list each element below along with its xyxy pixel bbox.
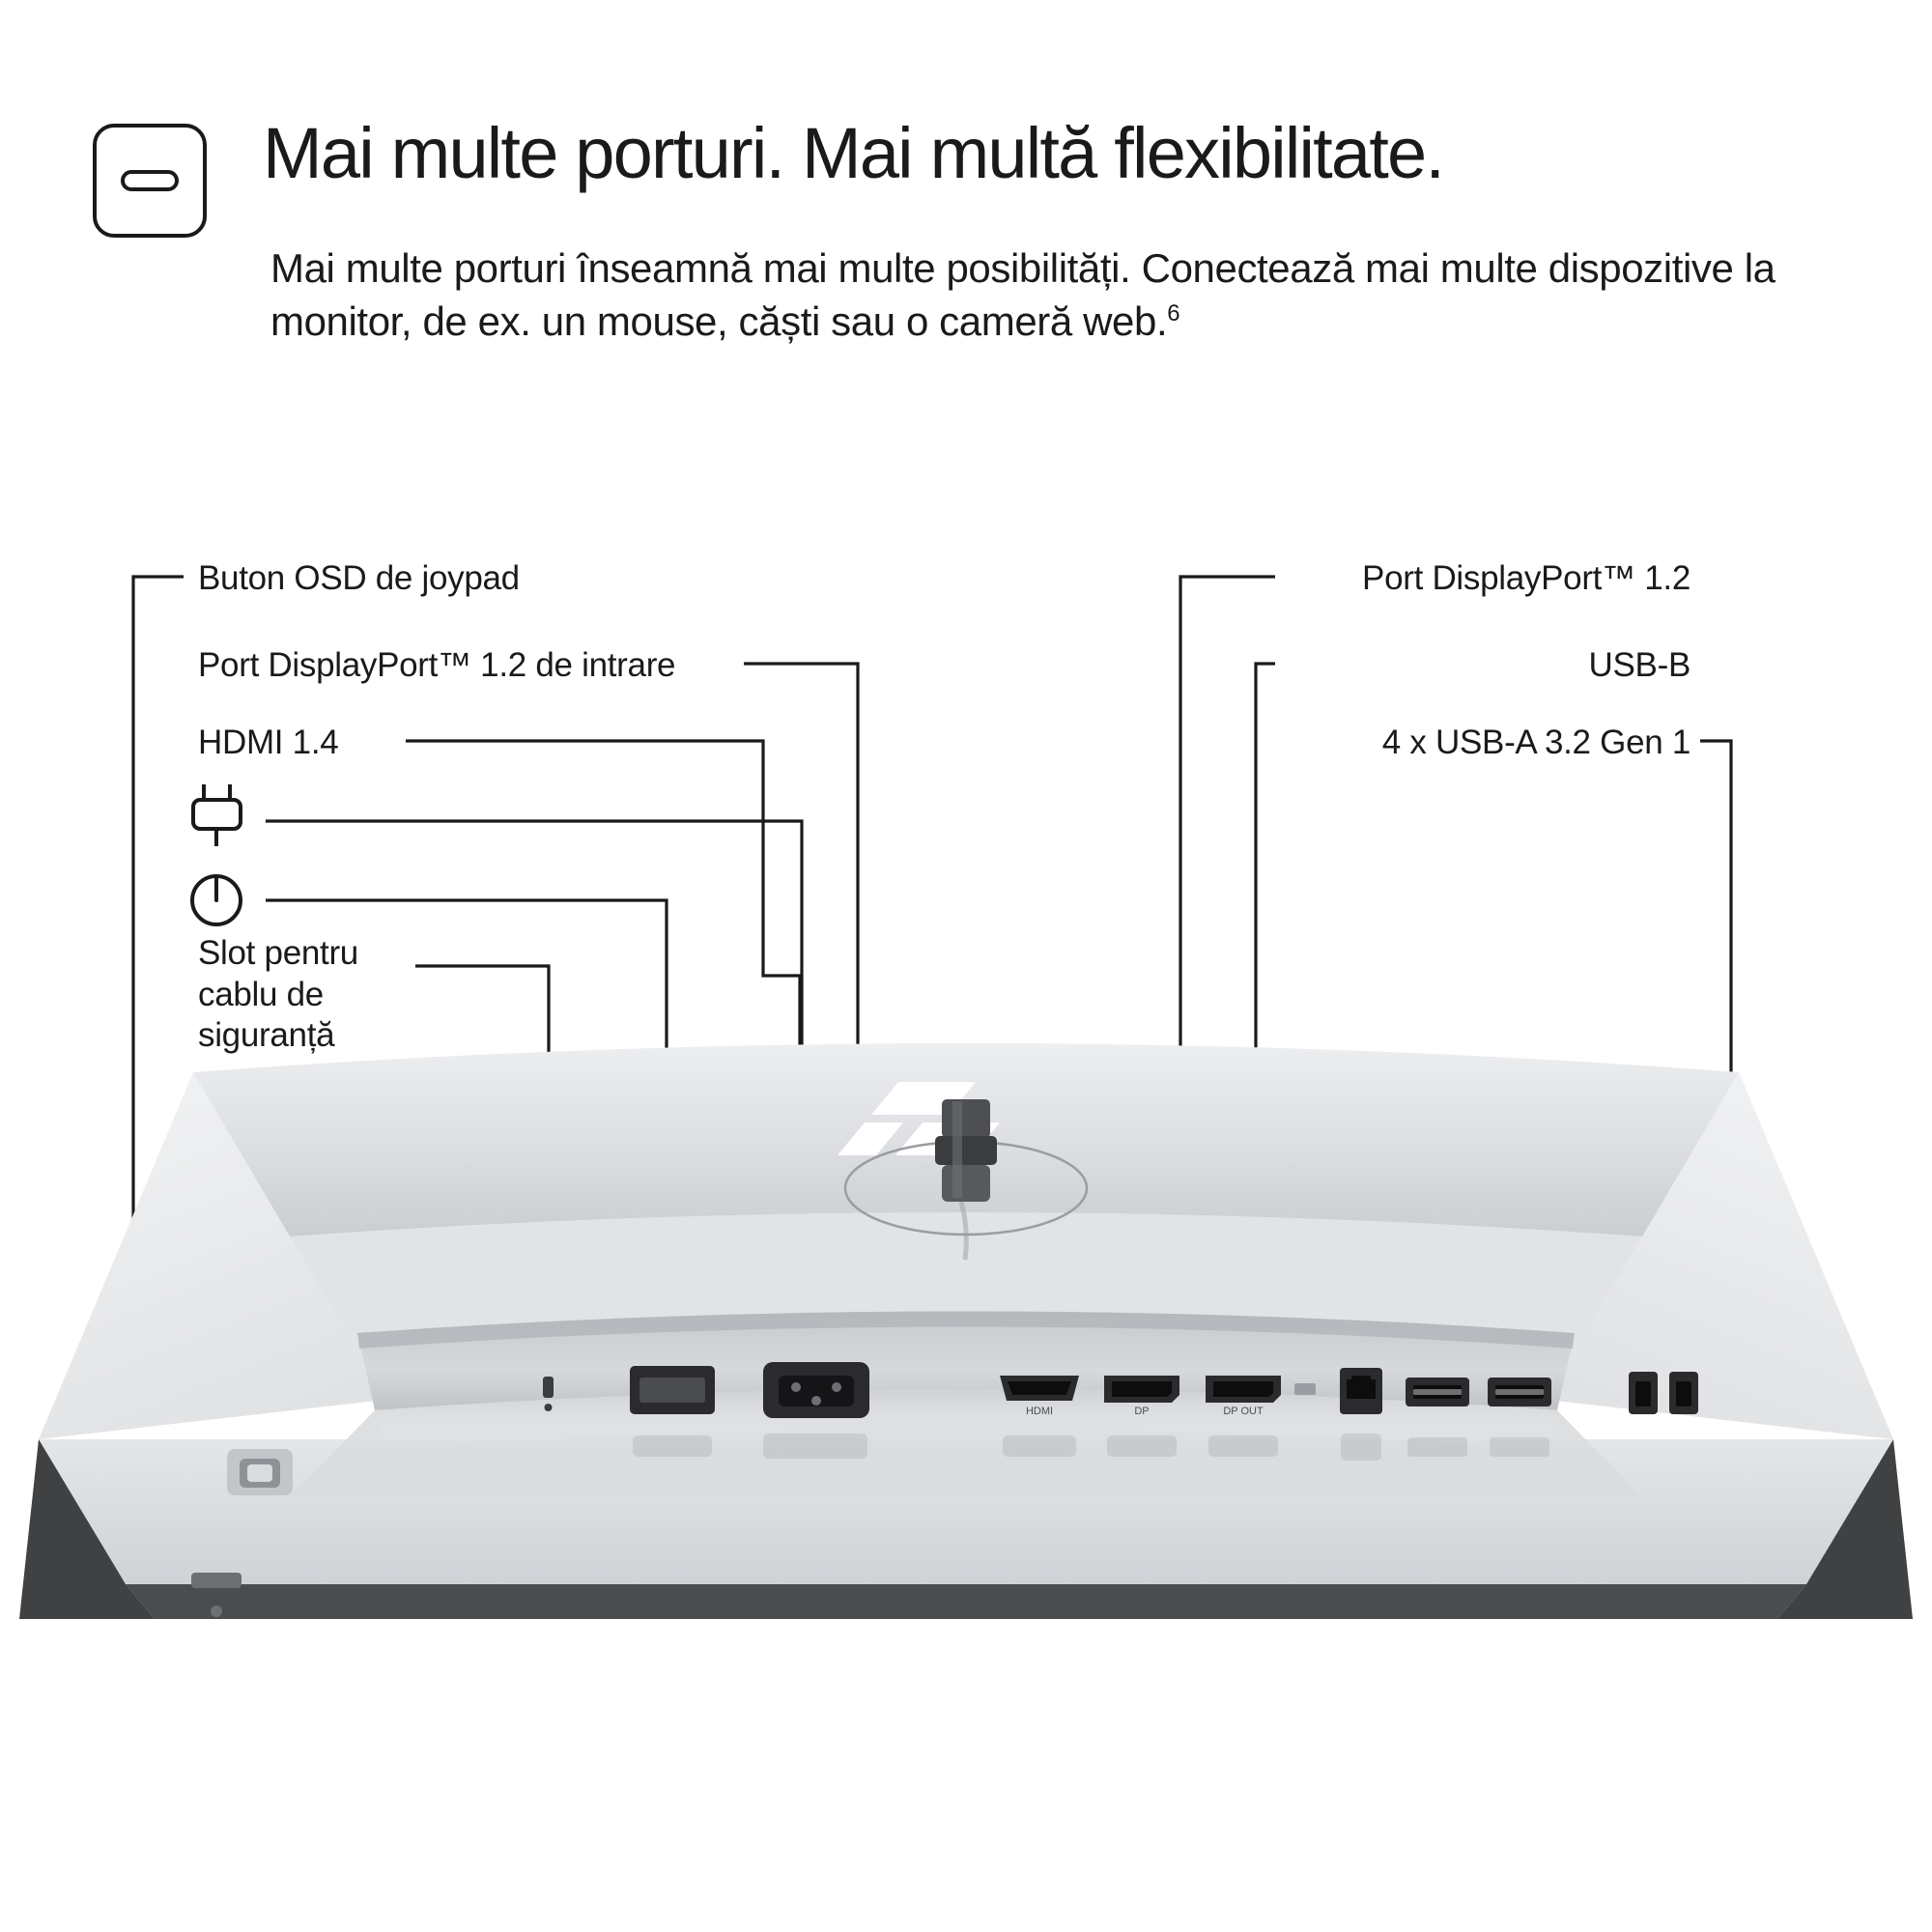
callout-label-joypad-osd-button: Buton OSD de joypad bbox=[198, 559, 520, 597]
usb-c-port-icon bbox=[93, 124, 207, 238]
page-subtitle bbox=[270, 242, 1816, 349]
monitor-rear-illustration bbox=[0, 1043, 1932, 1739]
joypad-osd-button[interactable] bbox=[227, 1449, 293, 1495]
callout-label-displayport-in: Port DisplayPort™ 1.2 de intrare bbox=[198, 646, 676, 684]
power-switch[interactable] bbox=[630, 1366, 715, 1414]
page-title: Mai multe porturi. Mai multă flexibilitate. bbox=[263, 113, 1444, 193]
usb-a-port-2 bbox=[1488, 1378, 1551, 1406]
power-inlet bbox=[763, 1362, 869, 1418]
svg-text:DP OUT: DP OUT bbox=[1223, 1406, 1264, 1417]
callout-label-hdmi: HDMI 1.4 bbox=[198, 724, 339, 761]
callout-label-usb-b: USB-B bbox=[1588, 646, 1690, 684]
usb-b-port bbox=[1340, 1368, 1382, 1414]
power-plug-icon bbox=[193, 784, 241, 846]
svg-text:DP: DP bbox=[1134, 1406, 1150, 1417]
usb-a-port-4 bbox=[1669, 1372, 1698, 1414]
callout-label-usb-a-group: 4 x USB-A 3.2 Gen 1 bbox=[1381, 724, 1690, 761]
svg-text:HDMI: HDMI bbox=[1025, 1406, 1054, 1417]
footnote-marker: 6 bbox=[1167, 300, 1180, 327]
usb-a-port-1 bbox=[1406, 1378, 1469, 1406]
callout-label-displayport-out: Port DisplayPort™ 1.2 bbox=[1362, 559, 1690, 597]
header bbox=[0, 0, 1932, 406]
service-slot bbox=[1294, 1383, 1316, 1395]
usb-c-glyph bbox=[121, 170, 179, 191]
subtitle-text: Mai multe porturi înseamnă mai multe posibilități. Conectează mai multe dispozitive la monitor, de ex. un mouse, căști sau o cameră web. bbox=[270, 245, 1776, 345]
power-button-icon bbox=[192, 876, 241, 924]
usb-a-port-3 bbox=[1629, 1372, 1658, 1414]
base-edge bbox=[126, 1584, 1806, 1619]
callout-label-security-cable-slot: Slot pentru cablu de siguranță bbox=[198, 934, 358, 1055]
